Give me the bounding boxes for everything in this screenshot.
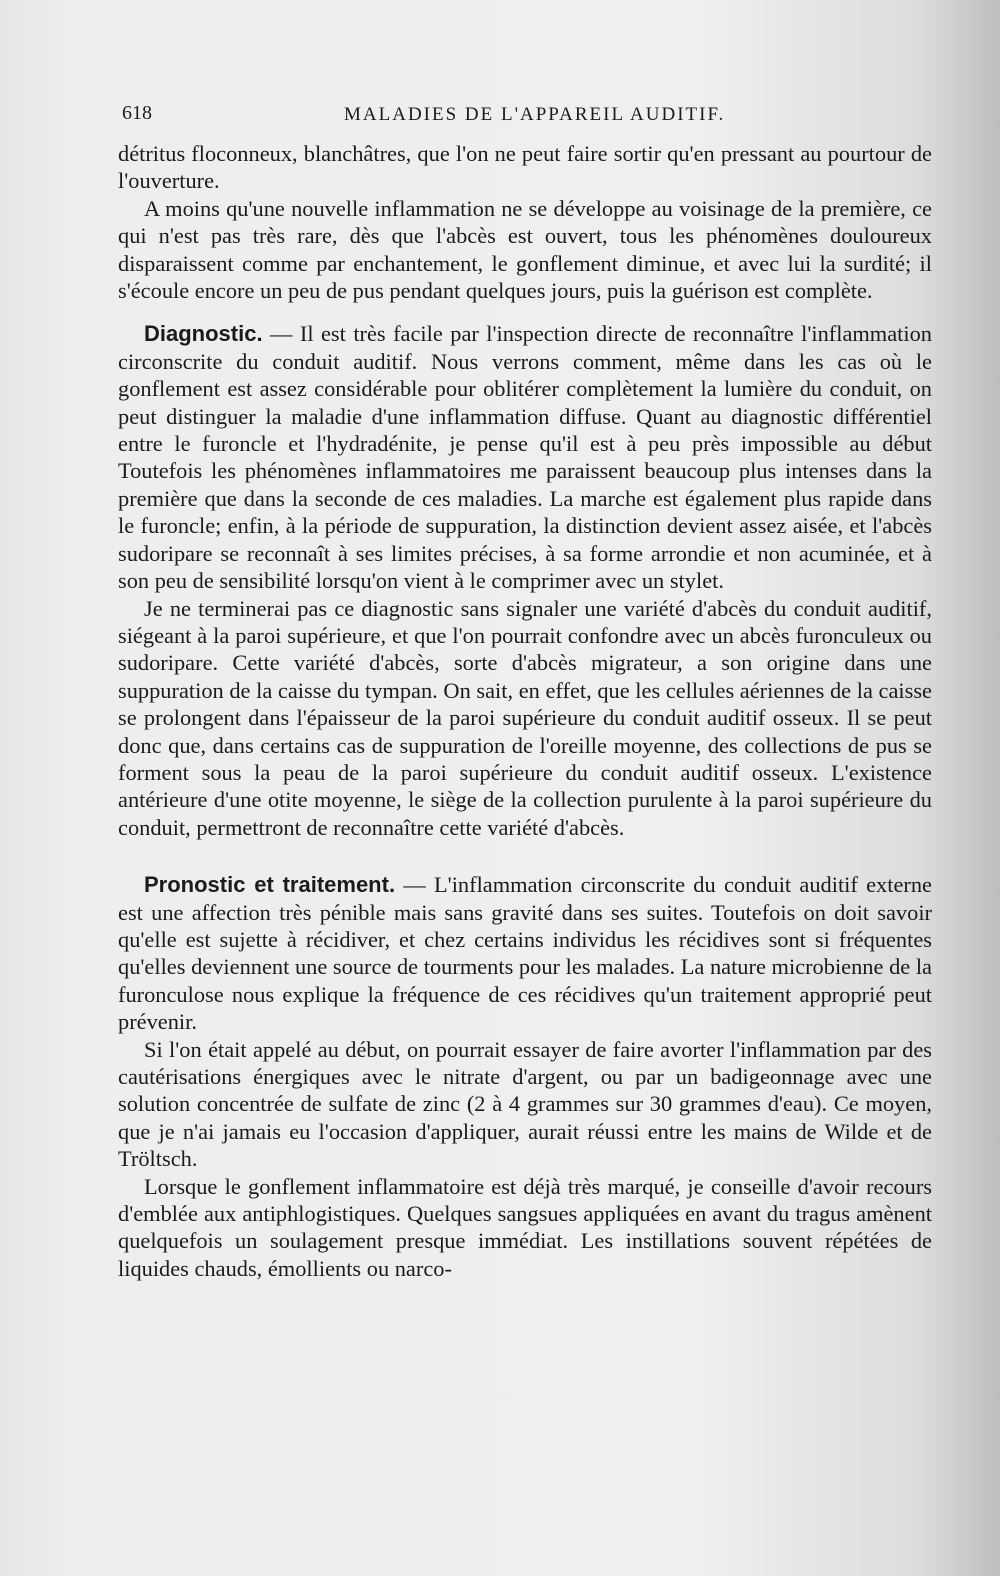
paragraph: Si l'on était appelé au début, on pourrait essayer de faire avorter l'inflammation par des cautérisations énergiques avec le nitrate d'argent, ou par un badigeonnage avec une solution concentrée de sulfate de zinc (2 à 4 grammes sur 30 grammes d'eau). Ce moyen, que je n'ai jamais eu l'occasion d'appliquer, aurait réussi entre les mains de Wilde et de Tröltsch. — [118, 1036, 932, 1172]
section-heading: Diagnostic. — [144, 321, 263, 347]
running-title: MALADIES DE L'APPAREIL AUDITIF. — [344, 104, 726, 125]
heading-dash: — — [395, 872, 434, 898]
paragraph-text: L'inflammation circonscrite du conduit auditif externe est une affection très pénible mais sans gravité dans ses suites. Toutefois on doit savoir qu'elle est sujette à récidiver, et chez certains individus les récidives sont si fréquentes qu'elles deviennent une source de tourments pour les malades. La nature microbienne de la furonculose nous explique la fréquence de ces récidives qu'un traitement approprié peut prévenir. — [118, 872, 932, 1035]
paragraph — [118, 320, 932, 594]
page-header — [122, 102, 922, 132]
paragraph: A moins qu'une nouvelle inflammation ne se développe au voisinage de la première, ce qui n'est pas très rare, dès que l'abcès est ouvert, tous les phénomènes douloureux disparaissent comme par enchantement, le gonflement diminue, et avec lui la surdité; il s'écoule encore un peu de pus pendant quelques jours, puis la guérison est complète. — [118, 195, 932, 304]
section-diagnostic — [118, 320, 932, 841]
paragraph — [118, 871, 932, 1035]
paragraph: Lorsque le gonflement inflammatoire est déjà très marqué, je conseille d'avoir recours d'emblée aux antiphlogistiques. Quelques sangsues appliquées en avant du tragus amènent quelquefois un soulagement presque immédiat. Les instillations souvent répétées de liquides chauds, émollients ou narco- — [118, 1173, 932, 1281]
paragraph: détritus floconneux, blanchâtres, que l'on ne peut faire sortir qu'en pressant au pourtour de l'ouverture. — [118, 141, 932, 194]
page-body — [118, 140, 932, 1282]
page-number: 618 — [122, 102, 152, 124]
section-pronostic-traitement — [118, 871, 932, 1282]
section-heading: Pronostic et traitement. — [144, 872, 396, 898]
heading-dash: — — [262, 321, 300, 347]
paragraph-text: Il est très facile par l'inspection directe de reconnaître l'inflammation circonscrite du conduit auditif. Nous verrons comment, même dans les cas où le gonflement est assez considérable pour oblitérer complètement la lumière du conduit, on peut distinguer la maladie d'une inflammation diffuse. Quant au diagnostic différentiel entre le furoncle et l'hydradénite, je pense qu'il est à peu près impossible au début Toutefois les phénomènes inflammatoires me paraissent beaucoup plus intenses dans la première que dans la seconde de ces maladies. La marche est également plus rapide dans le furoncle; enfin, à la période de suppuration, la distinction devient assez aisée, et l'abcès sudoripare se reconnaît à ses limites précises, à sa forme arrondie et non acuminée, et à son peu de sensibilité lorsqu'on vient à le comprimer avec un stylet. — [118, 321, 932, 594]
paragraph: Je ne terminerai pas ce diagnostic sans signaler une variété d'abcès du conduit auditif, siégeant à la paroi supérieure, et que l'on pourrait confondre avec un abcès furonculeux ou sudoripare. Cette variété d'abcès, sorte d'abcès migrateur, a son origine dans une suppuration de la caisse du tympan. On sait, en effet, que les cellules aériennes de la caisse se prolongent dans l'épaisseur de la paroi supérieure du conduit auditif osseux. Il se peut donc que, dans certains cas de suppuration de l'oreille moyenne, des collections de pus se forment sous la peau de la paroi supérieure du conduit auditif osseux. L'existence antérieure d'une otite moyenne, le siège de la collection purulente à la paroi supérieure du conduit, permettront de reconnaître cette variété d'abcès. — [118, 595, 932, 840]
